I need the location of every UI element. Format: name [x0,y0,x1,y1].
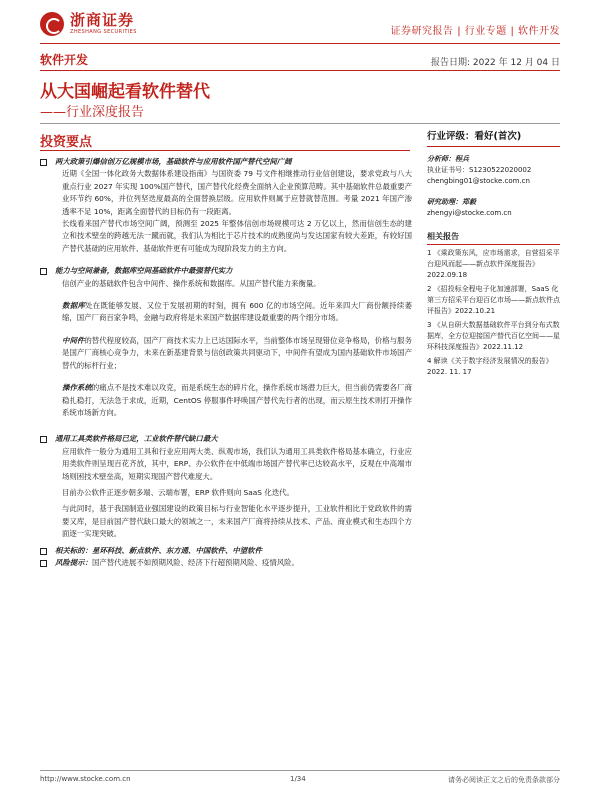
bullet-box-icon [40,548,47,555]
analyst-name: 分析师：程兵 [427,155,469,163]
paragraph-text: 处在既能够发展、又位于发展初期的时刻，拥有 600 亿的市场空间。近年来四大厂商份额持续萎缩，国产厂商百家争鸣，金融与政府将是未来国产数据库建设最重要的两个细分市场。 [62,301,412,323]
title-bottom-divider [40,123,560,124]
footer-divider [40,770,560,771]
related-targets [40,545,412,557]
paragraph: 目前办公软件正逐步朝多端、云端布署，ERP 软件则向 SaaS 化迭代。 [62,487,294,497]
investment-points [40,156,412,569]
risk-warning [40,557,412,569]
analyst-cert: 执业证书号：S1230522020002 [427,166,532,174]
footer-url[interactable]: http://www.stocke.com.cn [40,775,131,783]
paragraph-middleware [40,335,412,372]
risk-text: 国产替代进展不如预期风险、经济下行超预期风险、疫情风险。 [91,557,299,567]
bullet-box-icon [40,159,47,166]
report-date: 报告日期: 2022 年 12 月 04 日 [430,58,560,68]
point-heading: 通用工具类软件格局已定，工业软件替代缺口最大 [55,434,218,444]
report-category-nav: 证券研究报告 | 行业专题 | 软件开发 [390,26,560,37]
report-title: 从大国崛起看软件替代 [40,82,210,102]
bullet-box-icon [40,268,47,275]
footer-disclaimer: 请务必阅读正文之后的免责条款部分 [448,776,560,784]
paragraph-text: 的替代程度较高，国产厂商技术实力上已达国际水平，当前整体市场呈现错位竞争格局，价格与服务是国产厂商核心竞争力，未来在新基建背景与信创政策共同驱动下，中间件有望成为国内基础软件市场国产替代的标杆行业； [62,335,412,370]
company-logo [40,12,137,36]
page-number: 1/34 [290,775,306,783]
lead-term: 中间件 [62,335,85,345]
logo-name-en: ZHESHANG SECURITIES [70,29,137,35]
logo-name: 浙商证券 [70,11,135,29]
paragraph: 近期《全国一体化政务大数据体系建设指南》与国资委 79 号文件相继推动行业信创建设，要求党政与八大重点行业 2027 年实现 100%国产替代，国产替代化经费全面纳入企业预算范畴。其中基础软件总最重要产业环节约 60%，并位列坚迭度最高的全面替换层级。应用软件则属于应替就替范围。考量 2021 年国产渗透率不足 10%，距离全面替代的目标仍有一段距离。 [62,169,413,216]
paragraph-database [40,300,412,325]
assistant-name: 研究助理：郑毅 [427,198,476,206]
related-report-item: 2 《招投标全程电子化加速部署，SaaS 化第三方招采平台迎百亿市场——新点软件点评报告》2022.10.21 [427,285,560,315]
risk-label: 风险提示： [55,557,92,567]
paragraph: 与此同时，基于我国制造业强国建设的政策目标与行业智能化水平逐步提升，工业软件相比于党政软件的需要又库，是目前国产替代缺口最大的领域之一，未来国产厂商将持续从技术、产品、商业模式和生态四个方面逐一实现突破。 [62,504,412,539]
section-divider [40,150,410,151]
related-report-item: 4 解读《关于数字经济发展情况的报告》2022. 11. 17 [427,357,553,376]
point-heading: 能力与空间兼备，数据库空间基础软件中最强替代实力 [55,266,233,276]
title-divider [40,70,560,71]
lead-term: 数据库 [62,301,86,311]
paragraph-os [40,382,412,419]
point-2-header [40,265,412,277]
related-report-item: 1 《乘政策东风，应市场需求，自营招采平台迎风而起——新点软件深度报告》2022.09.18 [427,249,560,279]
bullet-box-icon [40,560,47,567]
analyst-email: chengbing01@stocke.com.cn [427,177,530,185]
lead-term: 操作系统 [62,383,92,393]
related-targets-label: 相关标的： [55,545,92,555]
paragraph: 应用软件一般分为通用工具和行业应用两大类、纵观市场，我们认为通用工具类软件格局基本确立，行业应用类软件则呈现百花齐放，其中，ERP、办公软件在中低端市场国产替代率已达较高水平，反观在中高端市场则困技术壁垒高，短期实现国产替代难度大。 [62,446,412,481]
bullet-box-icon [40,436,47,443]
paragraph-text: 的痛点不是技术难以攻克，而是系统生态的碎片化，操作系统市场潜力巨大，但当前仍需要各厂商稳扎稳打，无法急于求成，近期，CentOS 停服事件呼唤国产替代先行者的出现，而云原生技术则打开操作系统市场新方向。 [62,383,412,417]
point-heading: 两大政策引爆信创万亿规模市场，基础软件与应用软件国产替代空间广阔 [55,157,292,166]
sidebar [427,131,560,378]
section-title: 投资要点 [40,135,93,150]
logo-icon [40,12,64,36]
header-divider [40,43,560,44]
related-targets-text: 星环科技、新点软件、东方通、中国软件、中望软件 [91,545,262,555]
industry-tag: 软件开发 [40,53,89,67]
report-subtitle: ——行业深度报告 [40,105,145,120]
point-1-header [40,156,412,168]
assistant-email: zhengyi@stocke.com.cn [427,209,512,217]
related-reports-heading: 相关报告 [427,231,560,245]
point-3-header [40,433,412,445]
paragraph: 长线看来国产替代市场空间广阔，预测至 2025 年整体信创市场规模可达 2 万亿以上，然而信创生态的建立和技术壁垒的跨越无法一蹴而就，我们认为相比于芯片技术的成熟度尚与发达国家有较大差距，有较好国产替代基础的应用软件、基础软件更有可能成为现阶段发力的主方向。 [62,219,412,253]
industry-rating: 行业评级：看好(首次) [427,131,560,147]
paragraph: 信创产业的基础软件包含中间件、操作系统和数据库。从国产替代能力来衡量。 [62,278,321,288]
related-report-item: 3 《从自研大数据基础软件平台到分布式数据库，全方位迎接国产替代百亿空间——星环科技深度报告》2022.11.12 [427,321,560,351]
